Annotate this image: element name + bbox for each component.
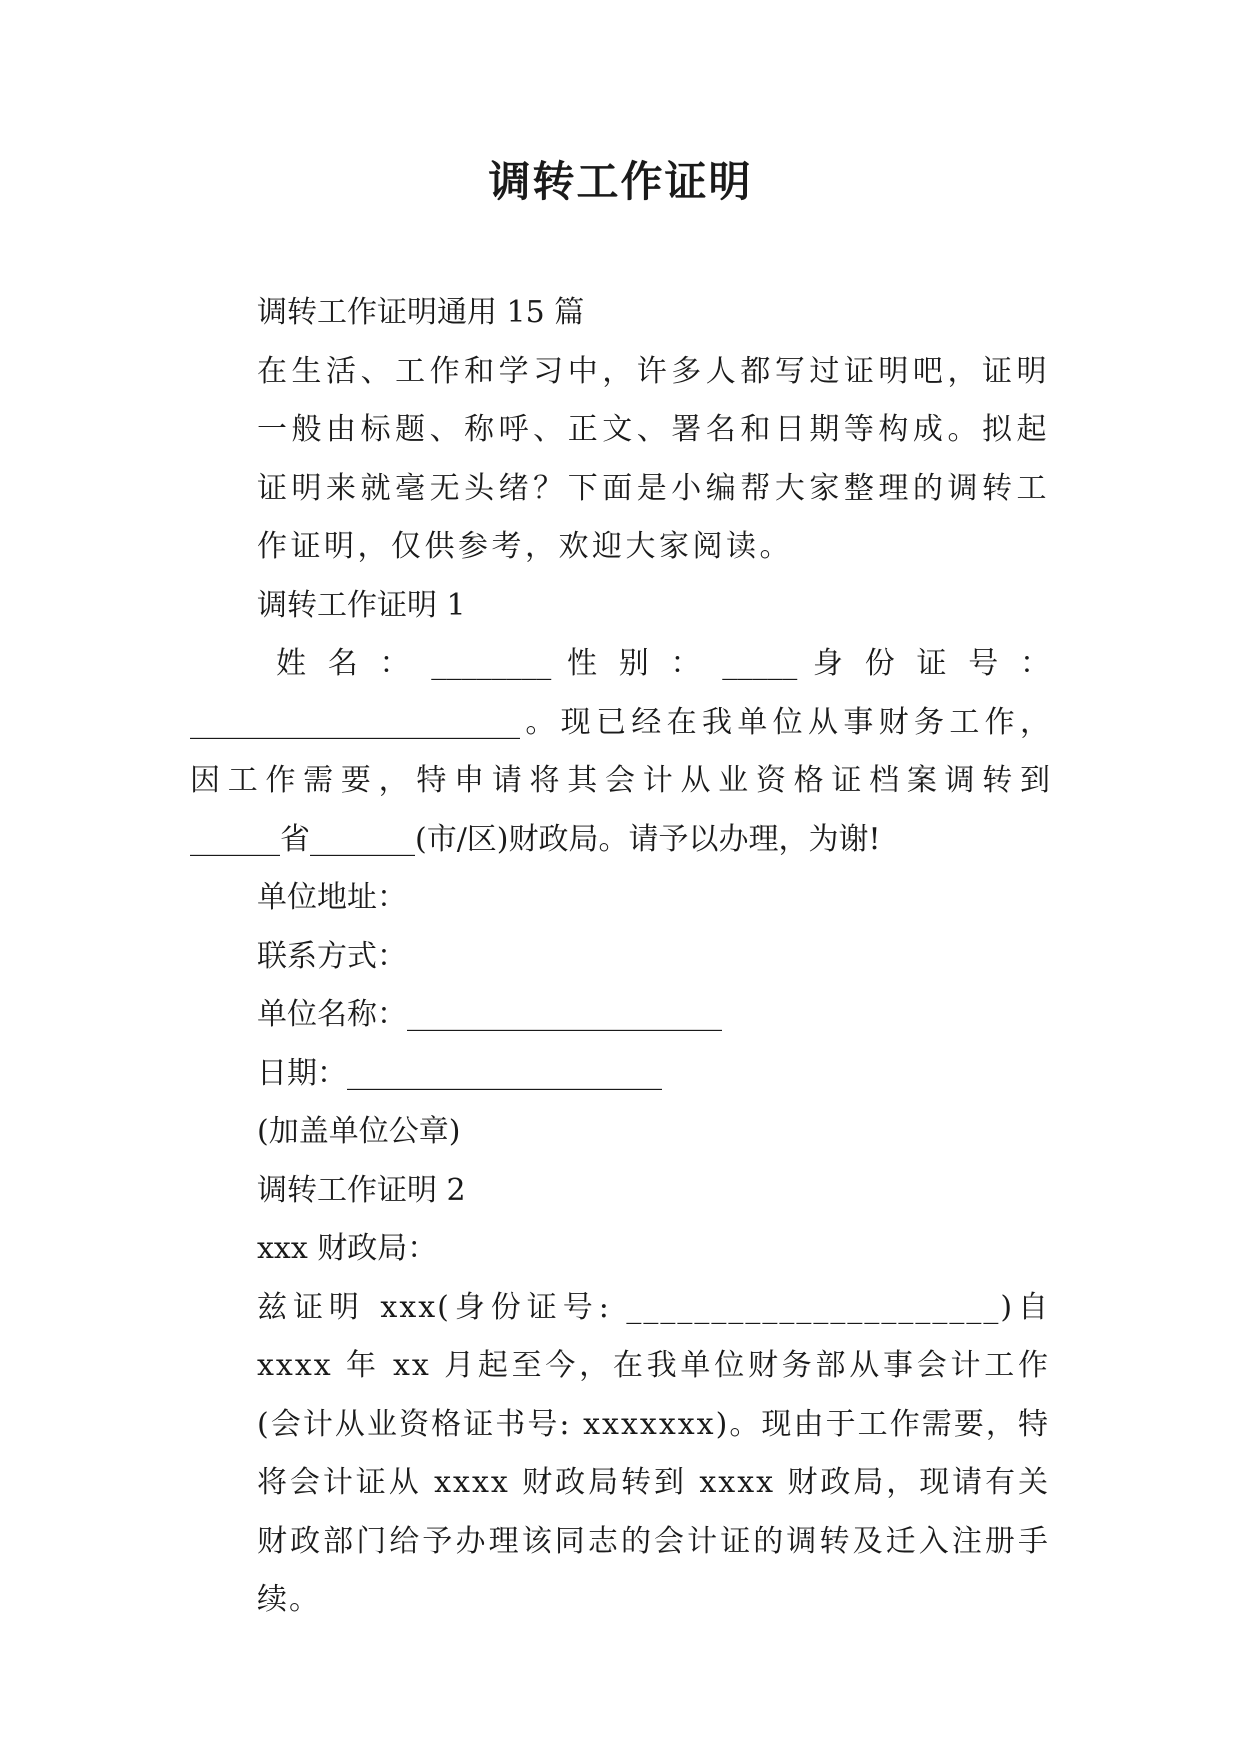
unit-address-label: 单位地址：	[257, 880, 407, 915]
contact-label: 联系方式：	[257, 938, 407, 974]
paragraph-certification: 兹证明 xxx(身份证号: ______________________)自 xxxx 年 xx 月起至今，在我单位财务部从事会计工作(会计从业资格证书号: xxxxxxx)。现由于工作需要，特将会计证从 xxxx 财政局转到 xxxx 财政局，现请有关财政部门给予办理该同志的会计证的调转及迁入注册手续。	[257, 1289, 1050, 1617]
paragraph-subtitle: 调转工作证明通用 15 篇	[257, 295, 585, 330]
section-heading-1: 调转工作证明 1	[257, 587, 466, 623]
date-line: 日期：_____________________	[257, 1055, 662, 1091]
form-line-transfer: 因工作需要，特申请将其会计从业资格证档案调转到	[190, 763, 1050, 798]
unit-name-line: 单位名称：_____________________	[257, 997, 722, 1032]
section-heading-2: 调转工作证明 2	[257, 1172, 466, 1208]
form-line-name-gender-id: 姓 名 ： ________ 性 别 ： _____ 身 份 证 号 ：	[276, 646, 1050, 681]
paragraph-intro: 在生活、工作和学习中，许多人都写过证明吧，证明一般由标题、称呼、正文、署名和日期等构成。拟起证明来就毫无头绪？下面是小编帮大家整理的调转工作证明，仅供参考，欢迎大家阅读。	[257, 353, 1050, 564]
document-body	[190, 284, 1050, 1630]
form-line-id-blank: ______________________。现已经在我单位从事财务工作，	[190, 704, 1050, 740]
form-line-province-city: ______省_______(市/区)财政局。请予以办理，为谢!	[190, 821, 881, 857]
document-title: 调转工作证明	[488, 157, 753, 206]
addressee-line: xxx 财政局：	[257, 1231, 438, 1266]
seal-note: (加盖单位公章)	[257, 1114, 461, 1149]
